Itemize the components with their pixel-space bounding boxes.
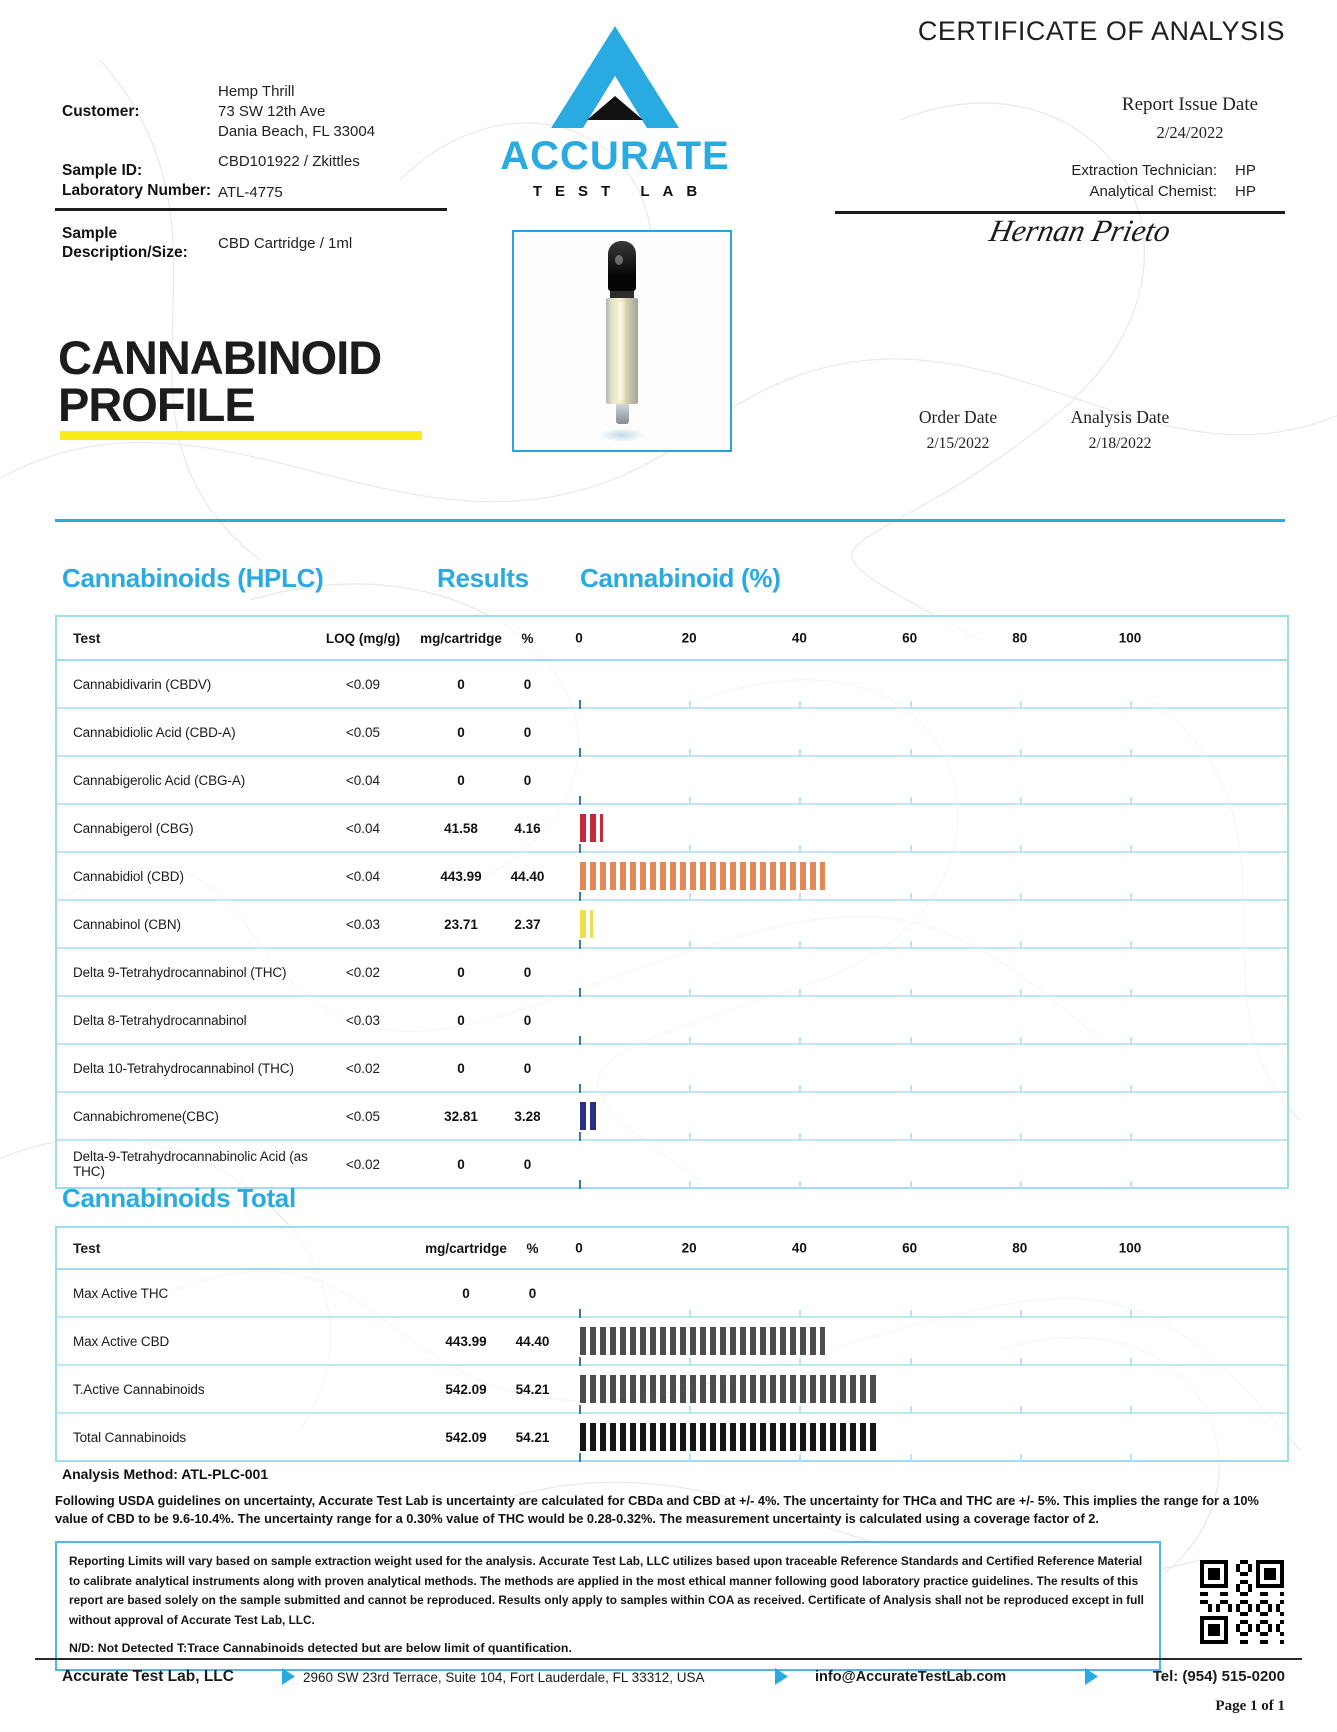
cbd-cartridge-image (599, 241, 645, 442)
chart-scale (579, 709, 1130, 755)
chart-scale (579, 1366, 1130, 1412)
test-name: Cannabidivarin (CBDV) (73, 676, 212, 692)
nd-trace-note: N/D: Not Detected T:Trace Cannabinoids detected but are below limit of quantification. (69, 1641, 572, 1655)
gridline-tick (1130, 1358, 1132, 1366)
chart-scale (579, 853, 1130, 899)
gridline-tick (799, 1181, 801, 1189)
gridline-tick (799, 989, 801, 997)
table-row (57, 1414, 1287, 1460)
totals-axis-scale (575, 1228, 1142, 1268)
extraction-technician-label: Extraction Technician: (1071, 162, 1217, 179)
row-chart (555, 1318, 1287, 1364)
chart-scale (579, 949, 1130, 995)
axis-tick-label: 100 (1118, 1240, 1142, 1256)
gridline-tick (579, 988, 581, 997)
gridline-tick (799, 749, 801, 757)
logo-triangle-icon (551, 26, 679, 128)
gridline-tick (689, 701, 691, 709)
mg-value: 0 (457, 964, 465, 980)
test-name: Delta 10-Tetrahydrocannabinol (THC) (73, 1060, 294, 1076)
gridline-tick (799, 1085, 801, 1093)
row-chart (550, 949, 1287, 995)
gridline-tick (1020, 1133, 1022, 1141)
gridline-tick (689, 749, 691, 757)
hplc-table-rows (57, 661, 1287, 1187)
mg-value: 23.71 (444, 916, 478, 932)
gridline-tick (579, 1084, 581, 1093)
test-name: Cannabigerolic Acid (CBG-A) (73, 772, 246, 788)
gridline-tick (1020, 701, 1022, 709)
table-row (57, 1141, 1287, 1187)
gridline-tick (689, 1085, 691, 1093)
results-section-title: Results (437, 563, 529, 593)
sample-description-value: CBD Cartridge / 1ml (218, 235, 353, 252)
pct-value: 0 (523, 964, 532, 980)
gridline-tick (1130, 893, 1132, 901)
hplc-table-header (57, 617, 1287, 661)
gridline-tick (1130, 941, 1132, 949)
chart-scale (579, 1045, 1130, 1091)
order-date-label: Order Date (918, 407, 998, 427)
test-name: Cannabichromene(CBC) (73, 1108, 219, 1124)
gridline-tick (1020, 941, 1022, 949)
chemist-signature: Hernan Prieto (986, 213, 1174, 248)
chart-scale (579, 1141, 1130, 1187)
test-name: Cannabigerol (CBG) (73, 820, 194, 836)
hplc-axis-scale (575, 617, 1142, 659)
pct-value: 2.37 (514, 916, 541, 932)
gridline-tick (689, 1037, 691, 1045)
pct-value: 0 (523, 724, 532, 740)
gridline-tick (799, 1310, 801, 1318)
axis-tick-label: 60 (902, 630, 918, 646)
gridline-tick (910, 797, 912, 805)
hplc-axis-header (550, 617, 1287, 659)
table-row (57, 757, 1287, 805)
test-name: Delta 9-Tetrahydrocannabinol (THC) (73, 964, 287, 980)
pct-value: 44.40 (510, 868, 545, 884)
gridline-tick (1130, 989, 1132, 997)
table-row (57, 1366, 1287, 1414)
totals-table-rows (57, 1270, 1287, 1460)
gridline-tick (910, 1037, 912, 1045)
page-title (58, 331, 382, 431)
table-row (57, 805, 1287, 853)
table-row (57, 997, 1287, 1045)
qr-code (1200, 1560, 1284, 1644)
mg-value: 32.81 (444, 1108, 478, 1124)
pct-value: 54.21 (515, 1381, 550, 1397)
pct-value: 0 (523, 1060, 532, 1076)
header-divider-left (55, 208, 447, 211)
pct-value: 3.28 (514, 1108, 541, 1124)
gridline-tick (689, 893, 691, 901)
row-chart (550, 661, 1287, 707)
arrow-separator-icon (282, 1668, 295, 1685)
chart-scale (579, 805, 1130, 851)
row-chart (555, 1414, 1287, 1460)
loq-value: <0.02 (345, 964, 381, 980)
chart-scale (579, 1270, 1130, 1316)
gridline-tick (1130, 701, 1132, 709)
gridline-tick (579, 1453, 581, 1462)
mg-value: 443.99 (440, 868, 482, 884)
chart-scale (579, 901, 1130, 947)
pct-value: 0 (523, 676, 532, 692)
mg-value: 41.58 (444, 820, 478, 836)
axis-tick-label: 0 (575, 630, 583, 646)
arrow-separator-icon (775, 1668, 788, 1685)
table-row (57, 709, 1287, 757)
loq-value: <0.03 (345, 916, 381, 932)
gridline-tick (689, 1454, 691, 1462)
gridline-tick (910, 1181, 912, 1189)
table-row (57, 1093, 1287, 1141)
row-chart (550, 805, 1287, 851)
analysis-date-label: Analysis Date (1070, 407, 1170, 427)
column-header-pct: % (521, 630, 534, 646)
gridline-tick (579, 940, 581, 949)
result-bar (580, 862, 825, 890)
reporting-limits-box (55, 1541, 1161, 1671)
customer-line-1: Hemp Thrill (218, 83, 295, 100)
accurate-test-lab-logo (480, 26, 750, 200)
gridline-tick (579, 1132, 581, 1141)
hplc-table (55, 615, 1289, 1189)
gridline-tick (579, 1309, 581, 1318)
table-row (57, 1045, 1287, 1093)
gridline-tick (689, 1181, 691, 1189)
gridline-tick (689, 1310, 691, 1318)
footer-phone: Tel: (954) 515-0200 (1152, 1668, 1285, 1685)
axis-tick-label: 80 (1012, 1240, 1028, 1256)
report-issue-date-block (1085, 94, 1295, 143)
chart-scale (579, 757, 1130, 803)
gridline-tick (1130, 749, 1132, 757)
row-chart (550, 901, 1287, 947)
gridline-tick (1130, 797, 1132, 805)
table-row (57, 901, 1287, 949)
mg-value: 0 (462, 1285, 470, 1301)
row-chart (555, 1366, 1287, 1412)
mg-value: 0 (457, 772, 465, 788)
mg-value: 542.09 (445, 1429, 487, 1445)
mg-value: 542.09 (445, 1381, 487, 1397)
gridline-tick (910, 1406, 912, 1414)
test-name: Max Active THC (73, 1285, 169, 1301)
pct-value: 4.16 (514, 820, 541, 836)
test-name: T.Active Cannabinoids (73, 1381, 205, 1397)
customer-label: Customer: (62, 103, 140, 120)
table-row (57, 949, 1287, 997)
gridline-tick (1130, 1181, 1132, 1189)
section-divider (55, 519, 1285, 522)
customer-line-3: Dania Beach, FL 33004 (218, 123, 376, 140)
page-title-line-2: PROFILE (58, 378, 255, 431)
gridline-tick (1130, 1406, 1132, 1414)
totals-section-title: Cannabinoids Total (62, 1183, 296, 1213)
pct-value: 0 (523, 1012, 532, 1028)
footer-email: info@AccurateTestLab.com (815, 1669, 1007, 1685)
table-row (57, 853, 1287, 901)
footer-company: Accurate Test Lab, LLC (62, 1668, 234, 1685)
footer-address: 2960 SW 23rd Terrace, Suite 104, Fort Lauderdale, FL 33312, USA (303, 1670, 705, 1685)
pct-value: 54.21 (515, 1429, 550, 1445)
row-chart (550, 1141, 1287, 1187)
reporting-limits-text: Reporting Limits will vary based on sample extraction weight used for the analysis. Accurate Test Lab, LLC utilizes based upon traceable Reference Standards and Certified Reference Material to calibrate analytical instruments along with proven analytical methods. The methods are applied in the most ethical manner following good laboratory practice guidelines. The results of this report are based solely on the sample submitted and cannot be reproduced. Results only apply to samples within COA as received. Certificate of Analysis shall not be reproduced except in full without approval of Accurate Test Lab, LLC. (69, 1554, 1144, 1627)
gridline-tick (689, 845, 691, 853)
loq-value: <0.04 (345, 820, 381, 836)
certificate-title: CERTIFICATE OF ANALYSIS (917, 16, 1285, 46)
row-chart (550, 997, 1287, 1043)
lab-number-value: ATL-4775 (218, 184, 283, 201)
gridline-tick (689, 1133, 691, 1141)
gridline-tick (799, 941, 801, 949)
result-bar (580, 814, 603, 842)
gridline-tick (579, 1357, 581, 1366)
table-row (57, 1270, 1287, 1318)
gridline-tick (1130, 1133, 1132, 1141)
axis-tick-label: 20 (681, 1240, 697, 1256)
axis-tick-label: 20 (681, 630, 697, 646)
gridline-tick (799, 797, 801, 805)
order-date-value: 2/15/2022 (926, 435, 990, 452)
gridline-tick (1020, 1310, 1022, 1318)
gridline-tick (799, 1133, 801, 1141)
gridline-tick (1130, 1037, 1132, 1045)
result-bar (580, 1423, 879, 1451)
loq-value: <0.04 (345, 772, 381, 788)
gridline-tick (689, 1358, 691, 1366)
extraction-technician-value: HP (1235, 162, 1256, 179)
sample-id-label: Sample ID: (62, 162, 143, 179)
loq-value: <0.02 (345, 1156, 381, 1172)
gridline-tick (1020, 893, 1022, 901)
result-bar (580, 1327, 825, 1355)
lab-number-label: Laboratory Number: (62, 182, 211, 199)
analysis-method: Analysis Method: ATL-PLC-001 (62, 1466, 269, 1482)
gridline-tick (689, 989, 691, 997)
page-title-line-1: CANNABINOID (58, 331, 382, 384)
sample-description-label: Sample Description/Size: (62, 225, 188, 261)
result-bar (580, 1375, 879, 1403)
column-header-test: Test (73, 630, 101, 646)
analysis-date-value: 2/18/2022 (1088, 435, 1152, 452)
column-header-mg: mg/cartridge (420, 630, 502, 646)
logo-brand-text: ACCURATE (500, 134, 730, 178)
loq-value: <0.04 (345, 868, 381, 884)
pct-value: 44.40 (515, 1333, 550, 1349)
gridline-tick (579, 700, 581, 709)
customer-address (218, 82, 375, 142)
totals-table (55, 1226, 1289, 1462)
logo-sub-text: TEST LAB (532, 183, 711, 200)
title-underline-bar (60, 431, 422, 440)
chart-scale (579, 1318, 1130, 1364)
chart-scale (579, 997, 1130, 1043)
test-name: Cannabidiol (CBD) (73, 868, 184, 884)
loq-value: <0.05 (345, 724, 381, 740)
gridline-tick (910, 1085, 912, 1093)
gridline-tick (910, 893, 912, 901)
sample-photo-frame (512, 230, 732, 452)
gridline-tick (1020, 1406, 1022, 1414)
gridline-tick (799, 1037, 801, 1045)
totals-axis-header (555, 1228, 1287, 1268)
gridline-tick (910, 1133, 912, 1141)
pct-value: 0 (523, 1156, 532, 1172)
gridline-tick (799, 1406, 801, 1414)
analytical-chemist-label: Analytical Chemist: (1089, 183, 1217, 200)
customer-line-2: 73 SW 12th Ave (218, 103, 326, 120)
test-name: Cannabidiolic Acid (CBD-A) (73, 724, 236, 740)
gridline-tick (579, 1180, 581, 1189)
test-name: Delta 8-Tetrahydrocannabinol (73, 1012, 247, 1028)
order-date-block (878, 407, 1038, 453)
gridline-tick (910, 1310, 912, 1318)
result-bar (580, 1102, 598, 1130)
gridline-tick (910, 1358, 912, 1366)
gridline-tick (1020, 749, 1022, 757)
column-header-test: Test (73, 1240, 101, 1256)
mg-value: 0 (457, 1156, 465, 1172)
loq-value: <0.05 (345, 1108, 381, 1124)
sample-id-value: CBD101922 / Zkittles (218, 153, 360, 170)
loq-value: <0.03 (345, 1012, 381, 1028)
gridline-tick (1020, 989, 1022, 997)
axis-tick-label: 0 (575, 1240, 583, 1256)
gridline-tick (1020, 1358, 1022, 1366)
totals-table-header (57, 1228, 1287, 1270)
gridline-tick (689, 1406, 691, 1414)
gridline-tick (579, 796, 581, 805)
gridline-tick (1020, 1181, 1022, 1189)
test-name: Cannabinol (CBN) (73, 916, 181, 932)
pct-value: 0 (523, 772, 532, 788)
footer-divider (35, 1658, 1302, 1660)
page-number: Page 1 of 1 (1215, 1698, 1285, 1714)
gridline-tick (799, 701, 801, 709)
loq-value: <0.02 (345, 1060, 381, 1076)
test-name: Total Cannabinoids (73, 1429, 187, 1445)
row-chart (555, 1270, 1287, 1316)
row-chart (550, 853, 1287, 899)
column-header-pct: % (526, 1240, 539, 1256)
gridline-tick (910, 749, 912, 757)
gridline-tick (579, 1405, 581, 1414)
report-issue-date-label: Report Issue Date (1121, 94, 1259, 115)
axis-tick-label: 40 (791, 630, 807, 646)
cannabinoid-pct-section-title: Cannabinoid (%) (580, 563, 781, 593)
gridline-tick (799, 845, 801, 853)
arrow-separator-icon (1085, 1668, 1098, 1685)
gridline-tick (1020, 1454, 1022, 1462)
gridline-tick (579, 844, 581, 853)
row-chart (550, 757, 1287, 803)
chart-scale (579, 1093, 1130, 1139)
gridline-tick (1020, 1085, 1022, 1093)
mg-value: 0 (457, 1012, 465, 1028)
gridline-tick (799, 1454, 801, 1462)
gridline-tick (1130, 1310, 1132, 1318)
axis-tick-label: 40 (791, 1240, 807, 1256)
uncertainty-disclaimer: Following USDA guidelines on uncertainty, Accurate Test Lab is uncertainty are calculated for CBDa and CBD at +/- 4%. The uncertainty for THCa and THC are +/- 5%. This implies the range for a 10% value of CBD to be 9.6-10.4%. The uncertainty range for a 0.30% value of THC would be 0.28-0.32%. The measurement uncertainty is calculated using a coverage factor of 2. (55, 1493, 1259, 1526)
gridline-tick (1020, 845, 1022, 853)
technician-block (1071, 160, 1277, 202)
gridline-tick (910, 989, 912, 997)
gridline-tick (910, 701, 912, 709)
gridline-tick (1020, 797, 1022, 805)
gridline-tick (1130, 1085, 1132, 1093)
gridline-tick (799, 1358, 801, 1366)
analytical-chemist-value: HP (1235, 183, 1256, 200)
test-name: Delta-9-Tetrahydrocannabinolic Acid (as THC) (73, 1149, 308, 1179)
axis-tick-label: 100 (1118, 630, 1142, 646)
loq-value: <0.09 (345, 676, 381, 692)
row-chart (550, 1045, 1287, 1091)
gridline-tick (579, 1036, 581, 1045)
column-header-mg: mg/cartridge (425, 1240, 507, 1256)
hplc-section-title: Cannabinoids (HPLC) (62, 563, 324, 593)
gridline-tick (579, 892, 581, 901)
analysis-date-block (1040, 407, 1200, 453)
table-row (57, 1318, 1287, 1366)
gridline-tick (910, 941, 912, 949)
gridline-tick (689, 797, 691, 805)
mg-value: 0 (457, 676, 465, 692)
gridline-tick (910, 845, 912, 853)
gridline-tick (579, 748, 581, 757)
gridline-tick (910, 1454, 912, 1462)
axis-tick-label: 80 (1012, 630, 1028, 646)
gridline-tick (1020, 1037, 1022, 1045)
chart-scale (579, 1414, 1130, 1460)
table-row (57, 661, 1287, 709)
gridline-tick (1130, 845, 1132, 853)
test-name: Max Active CBD (73, 1333, 170, 1349)
row-chart (550, 1093, 1287, 1139)
gridline-tick (1130, 1454, 1132, 1462)
pct-value: 0 (528, 1285, 537, 1301)
result-bar (580, 910, 593, 938)
report-issue-date-value: 2/24/2022 (1156, 123, 1224, 142)
axis-tick-label: 60 (902, 1240, 918, 1256)
row-chart (550, 709, 1287, 755)
column-header-loq: LOQ (mg/g) (325, 630, 401, 646)
mg-value: 0 (457, 1060, 465, 1076)
mg-value: 443.99 (445, 1333, 487, 1349)
gridline-tick (689, 941, 691, 949)
gridline-tick (799, 893, 801, 901)
chart-scale (579, 661, 1130, 707)
mg-value: 0 (457, 724, 465, 740)
